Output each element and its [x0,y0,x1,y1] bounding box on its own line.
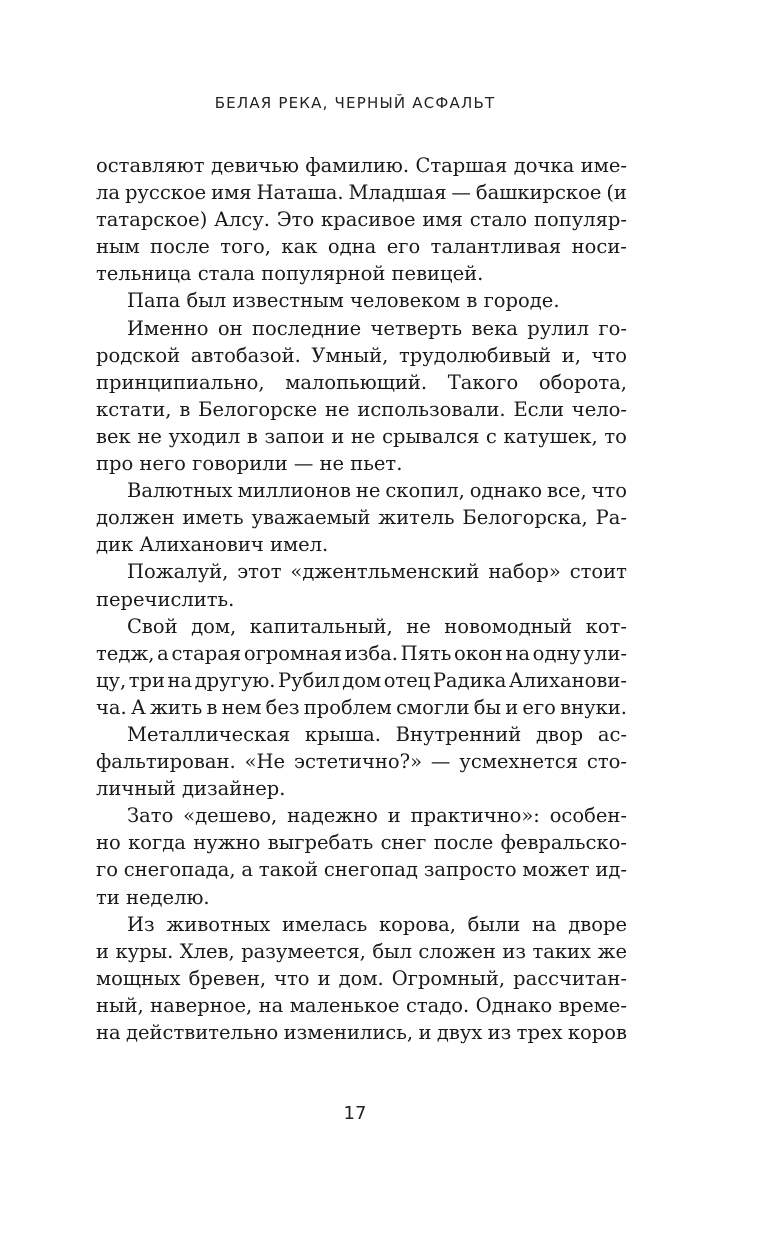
word: имелась [282,912,368,936]
word: набор» [488,560,561,584]
word: дочка [513,154,575,177]
word: Такого [447,370,519,394]
word: был [372,939,412,963]
word: на [258,993,284,1017]
word: фамилию. [305,154,410,177]
word: ид- [595,858,627,882]
word: Свой [127,614,178,638]
word: четверть [370,316,463,340]
word: нужно [193,831,261,855]
word: и [317,966,331,990]
word: Пять [400,641,452,665]
word: чело- [571,397,627,421]
running-head: БЕЛАЯ РЕКА, ЧЕРНЫЙ АСФАЛЬТ [214,94,496,112]
word: бревен, [188,966,267,990]
word: «джентльменский [290,560,480,584]
text-line [96,315,627,342]
word: век [96,424,131,448]
word: Именно [127,316,209,340]
word: Белогорске [198,397,318,421]
word: кстати, [96,397,172,421]
word: рулил [527,316,590,340]
word: же [597,939,627,963]
word: «Не [244,750,286,774]
text-line [96,694,627,721]
word: цу, [96,668,127,692]
word: нем [221,695,262,719]
word: ный, [96,993,144,1017]
word: то [604,424,627,448]
word: стоит [569,560,627,584]
text-line [96,342,627,369]
word: иметь [182,506,244,530]
word: Рубил [278,668,340,692]
word: без [265,695,300,719]
text-line [96,721,627,748]
word: не [406,614,431,638]
word: такой [258,858,319,882]
text-line [96,369,627,396]
word: дом, [191,614,237,638]
word: были [467,912,521,936]
word: таких [532,939,592,963]
word: не [137,424,162,448]
word: Хлев, [179,939,235,963]
word: особен- [549,804,627,828]
word: запои [264,424,325,448]
word: надежно [287,804,378,828]
word: проблем [303,695,392,719]
word: практично»: [410,804,540,828]
word: и, [561,343,581,367]
word: Однако [475,993,553,1017]
word: принципиально, [96,370,265,394]
word: башкирское [475,181,602,205]
word: дворе [568,912,627,936]
word: — [430,750,451,774]
word: двор [535,722,584,746]
word: бы [473,695,501,719]
text-line [96,396,627,423]
word: Старшая [415,154,508,177]
text-line [96,748,627,775]
text-line [96,206,627,233]
word: в [246,424,258,448]
word: однако [469,479,543,503]
word: не [355,479,381,503]
word: Это [276,208,315,232]
word: выгребать [267,831,374,855]
word: три [128,668,166,692]
text-line: про него говорили — не пьет. [96,452,403,476]
word: одну [532,641,581,665]
word: срывался [382,424,480,448]
word: использовали. [357,397,506,421]
word: снегопада, [123,858,236,882]
word: време- [558,993,627,1017]
word: русское [124,181,207,205]
word: разумеется, [241,939,366,963]
word: и [505,695,519,719]
word: уважаемый [251,506,371,530]
word: его [522,695,556,719]
word: Ра- [595,506,627,530]
word: а [241,858,254,882]
word: тедж, [96,641,155,665]
text-line [96,802,627,829]
body-text [96,152,627,1046]
word: популяр- [534,208,627,232]
word: малопьющий. [285,370,428,394]
word: снег [380,831,427,855]
word: талантливая [430,235,562,259]
word: го [96,858,118,882]
word: новомодный [444,614,573,638]
word: татарское) [96,208,208,232]
word: на [167,668,193,692]
word: Пожалуй, [127,560,229,584]
word: коров [567,1021,627,1044]
word: февральско- [500,831,627,855]
word: корова, [378,912,456,936]
text-line: тельница стала популярной певицей. [96,262,484,286]
word: и [96,939,109,963]
text-line [96,640,627,667]
text-line [96,179,627,206]
word: после [433,831,494,855]
word: «дешево, [183,804,278,828]
word: в [179,397,191,421]
text-line [96,965,627,992]
word: маленькое [289,993,400,1017]
word: после [150,235,210,259]
word: Алсу. [214,208,270,232]
word: одна [327,235,377,259]
word: окон [454,641,503,665]
word: катушек, [503,424,598,448]
text-line: дик Алиханович имел. [96,533,329,557]
word: из [487,1021,512,1044]
word: Внутренний [395,722,522,746]
word: Белогорска, [462,506,588,530]
word: что [274,966,310,990]
word: сто- [586,750,627,774]
word: Из [127,912,155,936]
word: того, [220,235,271,259]
word: А [130,695,146,719]
word: двух [436,1021,483,1044]
word: внуки. [560,695,627,719]
word: Валютных [127,479,233,503]
word: и [387,804,401,828]
word: оборота, [538,370,627,394]
word: родской [96,343,181,367]
word: на [531,912,557,936]
text-line: перечислить. [96,587,235,611]
word: Огромный, [391,966,506,990]
word: красивое [321,208,416,232]
word: но [96,831,121,855]
word: сложен [418,939,496,963]
text-line [96,938,627,965]
word: Умный, [311,343,389,367]
word: трудолюбивый [399,343,552,367]
word: действительно [125,1021,279,1044]
word: ули- [583,641,627,665]
word: изба. [344,641,398,665]
word: этот [237,560,282,584]
word: другую. [194,668,276,692]
word: и [418,1021,432,1044]
word: отец [383,668,431,692]
word: капитальный, [249,614,393,638]
word: скопил, [385,479,465,503]
word: запросто [423,858,517,882]
text-line [96,1019,627,1046]
word: что [591,343,627,367]
word: житель [378,506,455,530]
word: старая [171,641,242,665]
word: стало [469,208,528,232]
word: должен [96,506,175,530]
word: на [96,1021,121,1044]
word: фальтирован. [96,750,236,774]
text-line: личный дизайнер. [96,777,286,801]
word: Радика [432,668,507,692]
word: жить [149,695,203,719]
word: не [350,424,376,448]
word: автобазой. [190,343,301,367]
word: го- [598,316,627,340]
text-line: ти неделю. [96,885,210,909]
word: в [206,695,218,719]
word: девичью [210,154,299,177]
word: на [505,641,530,665]
text-line [96,233,627,260]
word: крыша. [304,722,381,746]
word: века [471,316,518,340]
word: а [157,641,169,665]
word: куры. [115,939,174,963]
word: (и [606,181,627,205]
word: име- [580,154,627,177]
word: трех [516,1021,563,1044]
word: из [502,939,527,963]
word: что [591,479,627,503]
word: миллионов [237,479,351,503]
word: он [217,316,243,340]
word: животных [166,912,271,936]
word: смогли [396,695,470,719]
word: носи- [571,235,627,259]
word: ча. [96,695,127,719]
word: все, [547,479,587,503]
text-line [96,856,627,883]
word: когда [128,831,186,855]
word: ас- [597,722,627,746]
text-line [96,152,627,179]
word: эстетично?» [294,750,422,774]
text-line [96,911,627,938]
text-line: Папа был известным человеком в городе. [127,289,560,313]
text-line [96,992,627,1019]
word: Алиханови- [508,668,627,692]
word: Наташа. [256,181,344,205]
word: уходил [168,424,241,448]
text-line [96,504,627,531]
word: Младшая [348,181,447,205]
word: рассчитан- [513,966,627,990]
word: снегопад [323,858,418,882]
word: оставляют [96,154,205,177]
text-line [96,829,627,856]
word: не [325,397,350,421]
word: Металлическая [127,722,291,746]
word: и [331,424,345,448]
word: с [485,424,497,448]
text-line [96,613,627,640]
word: усмехнется [459,750,578,774]
word: имя [422,208,463,232]
word: как [281,235,318,259]
text-line [96,558,627,585]
text-line [96,667,627,694]
word: стадо. [405,993,470,1017]
word: мощных [96,966,181,990]
word: имя [211,181,252,205]
text-line [96,423,627,450]
word: ным [96,235,140,259]
text-line [96,477,627,504]
page-number: 17 [343,1103,367,1124]
word: наверное, [150,993,253,1017]
word: — [451,181,471,205]
word: может [522,858,590,882]
word: дом. [338,966,384,990]
word: его [386,235,421,259]
word: кот- [585,614,627,638]
word: последние [251,316,362,340]
word: Если [513,397,564,421]
word: огромная [243,641,343,665]
word: дом [342,668,382,692]
word: изменились, [283,1021,414,1044]
word: ла [96,181,121,205]
word: Зато [127,804,174,828]
